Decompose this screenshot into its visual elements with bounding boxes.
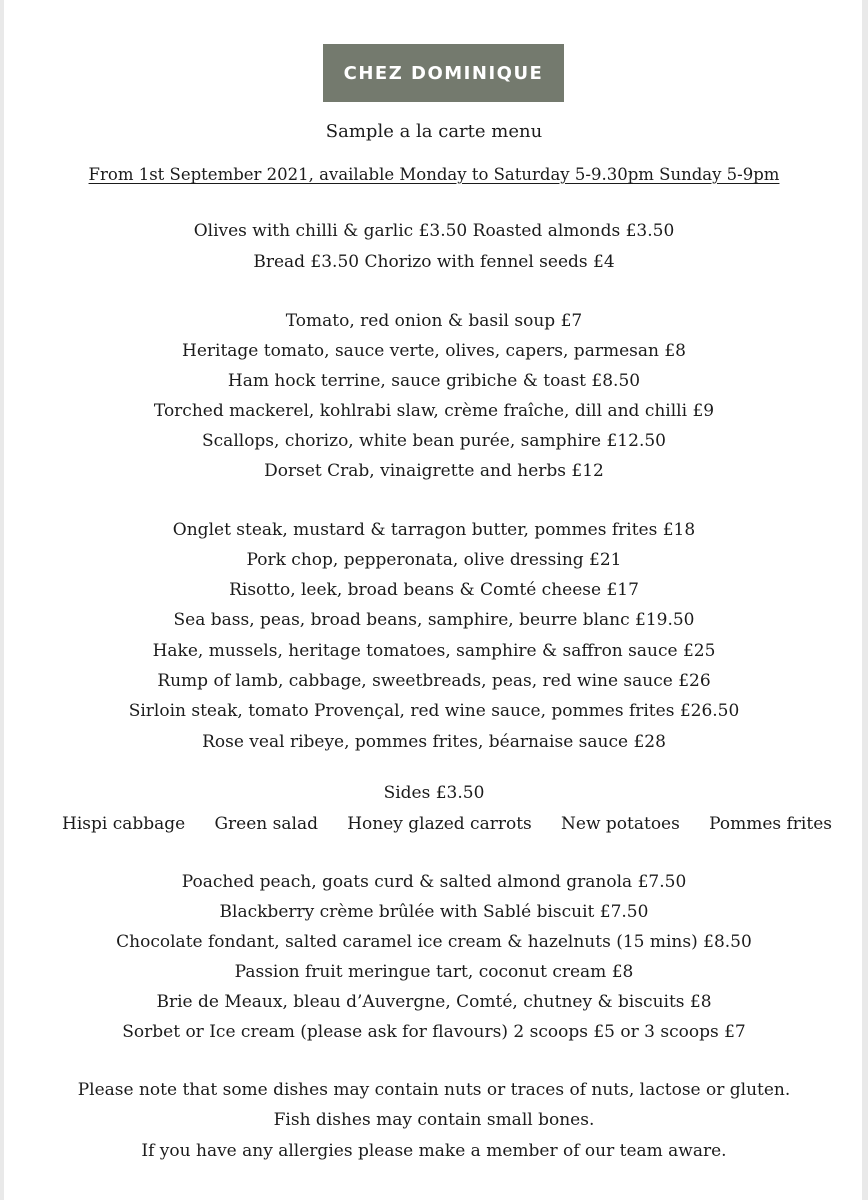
- starter-item: Tomato, red onion & basil soup £7: [285, 311, 583, 331]
- logo-text: CHEZ DOMINIQUE: [343, 62, 544, 84]
- restaurant-logo: [323, 44, 564, 102]
- main-item: Rose veal ribeye, pommes frites, béarnaise sauce £28: [202, 732, 666, 752]
- starter-item: Dorset Crab, vinaigrette and herbs £12: [264, 461, 604, 481]
- dessert-item: Brie de Meaux, bleau d’Auvergne, Comté, chutney & biscuits £8: [156, 992, 712, 1012]
- main-item: Risotto, leek, broad beans & Comté cheese £17: [229, 580, 639, 600]
- allergy-note: Fish dishes may contain small bones.: [273, 1110, 595, 1130]
- main-item: Sirloin steak, tomato Provençal, red wine sauce, pommes frites £26.50: [128, 701, 740, 721]
- starter-item: Heritage tomato, sauce verte, olives, capers, parmesan £8: [182, 341, 686, 361]
- main-item: Onglet steak, mustard & tarragon butter, pommes frites £18: [172, 520, 696, 540]
- dessert-item: Passion fruit meringue tart, coconut cream £8: [234, 962, 634, 982]
- allergy-note: Please note that some dishes may contain nuts or traces of nuts, lactose or gluten.: [77, 1080, 791, 1100]
- side-item: Pommes frites: [709, 814, 832, 834]
- dessert-item: Sorbet or Ice cream (please ask for flavours) 2 scoops £5 or 3 scoops £7: [122, 1022, 746, 1042]
- dessert-item: Chocolate fondant, salted caramel ice cream & hazelnuts (15 mins) £8.50: [116, 932, 752, 952]
- main-item: Hake, mussels, heritage tomatoes, samphire & saffron sauce £25: [152, 641, 716, 661]
- main-item: Pork chop, pepperonata, olive dressing £21: [246, 550, 622, 570]
- side-item: Honey glazed carrots: [347, 814, 532, 834]
- snack-line: Bread £3.50 Chorizo with fennel seeds £4: [253, 252, 615, 272]
- side-item: Green salad: [214, 814, 318, 834]
- starter-item: Scallops, chorizo, white bean purée, samphire £12.50: [202, 431, 666, 451]
- dessert-item: Poached peach, goats curd & salted almond granola £7.50: [181, 872, 687, 892]
- menu-subtitle: Sample a la carte menu: [325, 121, 543, 142]
- sides-heading: Sides £3.50: [383, 783, 485, 803]
- main-item: Sea bass, peas, broad beans, samphire, beurre blanc £19.50: [173, 610, 695, 630]
- starter-item: Torched mackerel, kohlrabi slaw, crème fraîche, dill and chilli £9: [153, 401, 715, 421]
- allergy-note: If you have any allergies please make a member of our team aware.: [141, 1141, 727, 1161]
- opening-hours: From 1st September 2021, available Monday to Saturday 5-9.30pm Sunday 5-9pm: [88, 165, 780, 184]
- side-item: New potatoes: [561, 814, 680, 834]
- snack-line: Olives with chilli & garlic £3.50 Roasted almonds £3.50: [193, 221, 675, 241]
- main-item: Rump of lamb, cabbage, sweetbreads, peas, red wine sauce £26: [157, 671, 711, 691]
- side-item: Hispi cabbage: [62, 814, 186, 834]
- starter-item: Ham hock terrine, sauce gribiche & toast £8.50: [227, 371, 641, 391]
- dessert-item: Blackberry crème brûlée with Sablé biscuit £7.50: [219, 902, 649, 922]
- sides-list: [62, 813, 832, 835]
